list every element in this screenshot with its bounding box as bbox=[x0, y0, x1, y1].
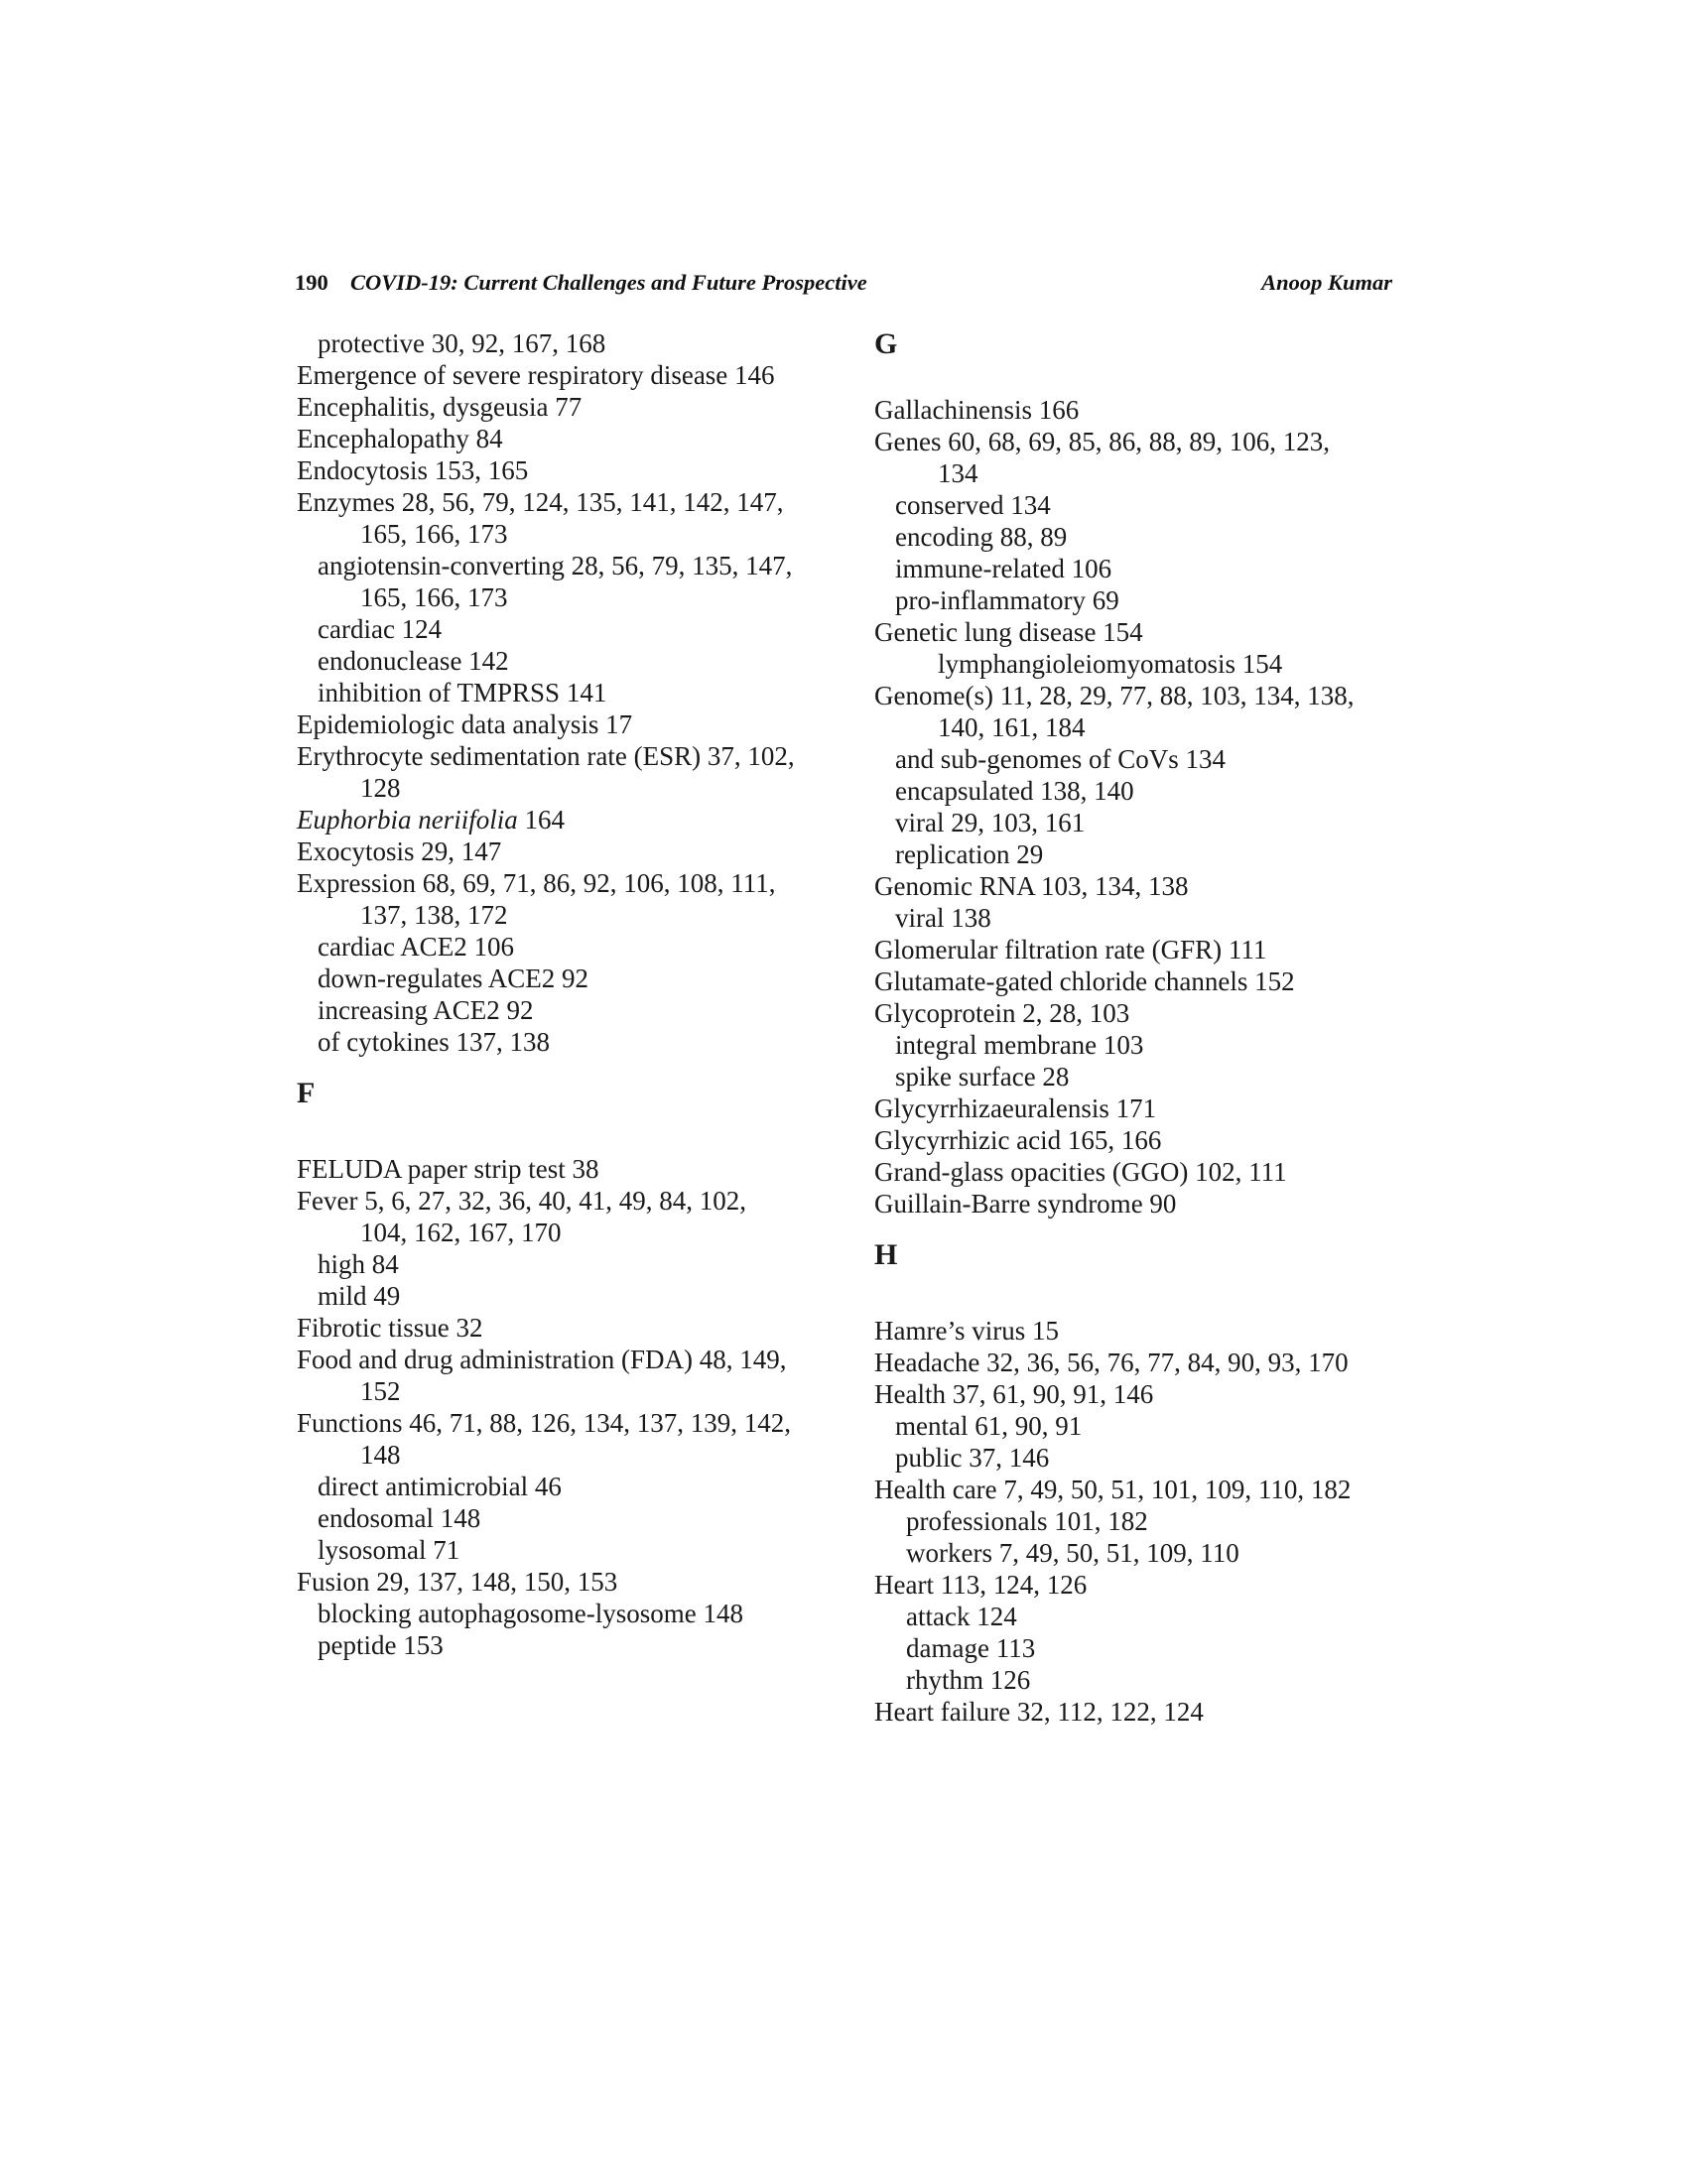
index-subentry: lysosomal 71 bbox=[318, 1535, 460, 1565]
index-subentry: increasing ACE2 92 bbox=[318, 995, 534, 1025]
index-subentry: professionals 101, 182 bbox=[906, 1506, 1148, 1536]
index-subentry: angiotensin-converting 28, 56, 79, 135, 147, bbox=[318, 551, 793, 580]
index-entry: FELUDA paper strip test 38 bbox=[297, 1154, 599, 1184]
index-subentry: 165, 166, 173 bbox=[360, 582, 508, 612]
index-entry: Encephalitis, dysgeusia 77 bbox=[297, 392, 583, 422]
index-entry: Exocytosis 29, 147 bbox=[297, 836, 502, 866]
index-entry: Headache 32, 36, 56, 76, 77, 84, 90, 93, 170 bbox=[874, 1348, 1349, 1377]
index-subentry: of cytokines 137, 138 bbox=[318, 1027, 550, 1057]
index-subentry: encapsulated 138, 140 bbox=[895, 776, 1134, 806]
index-entry: Guillain-Barre syndrome 90 bbox=[874, 1189, 1177, 1219]
index-entry: Glycyrrhizaeuralensis 171 bbox=[874, 1093, 1157, 1123]
index-subentry: 165, 166, 173 bbox=[360, 519, 508, 549]
index-subentry: integral membrane 103 bbox=[895, 1030, 1144, 1060]
index-entry: Health care 7, 49, 50, 51, 101, 109, 110, 182 bbox=[874, 1475, 1352, 1504]
index-entry: Expression 68, 69, 71, 86, 92, 106, 108, 111, bbox=[297, 868, 776, 898]
index-entry: Glycoprotein 2, 28, 103 bbox=[874, 998, 1130, 1028]
index-entry: Endocytosis 153, 165 bbox=[297, 455, 529, 485]
index-entry: Heart 113, 124, 126 bbox=[874, 1570, 1088, 1600]
index-entry: Food and drug administration (FDA) 48, 149, bbox=[297, 1345, 787, 1374]
index-subentry: endosomal 148 bbox=[318, 1503, 481, 1533]
index-subentry: pro-inflammatory 69 bbox=[895, 585, 1119, 615]
index-entry: Functions 46, 71, 88, 126, 134, 137, 139, 142, bbox=[297, 1408, 792, 1438]
index-subentry: 137, 138, 172 bbox=[360, 900, 508, 930]
index-entry: Genome(s) 11, 28, 29, 77, 88, 103, 134, 138, bbox=[874, 681, 1355, 710]
index-subentry: blocking autophagosome-lysosome 148 bbox=[318, 1599, 743, 1628]
index-entry: Health 37, 61, 90, 91, 146 bbox=[874, 1379, 1154, 1409]
index-subentry: cardiac ACE2 106 bbox=[318, 932, 514, 962]
page-number: 190 bbox=[295, 270, 328, 295]
index-subentry: replication 29 bbox=[895, 839, 1044, 869]
index-entry: Hamre’s virus 15 bbox=[874, 1316, 1059, 1346]
index-entry: Glycyrrhizic acid 165, 166 bbox=[874, 1125, 1162, 1155]
index-entry: Enzymes 28, 56, 79, 124, 135, 141, 142, 147, bbox=[297, 487, 784, 517]
index-entry: Fusion 29, 137, 148, 150, 153 bbox=[297, 1567, 618, 1597]
index-entry: Fibrotic tissue 32 bbox=[297, 1313, 483, 1343]
index-entry: Encephalopathy 84 bbox=[297, 424, 503, 453]
index-subentry: high 84 bbox=[318, 1249, 399, 1279]
index-entry: Genetic lung disease 154 bbox=[874, 617, 1143, 647]
index-entry: Heart failure 32, 112, 122, 124 bbox=[874, 1697, 1204, 1727]
index-subentry: inhibition of TMPRSS 141 bbox=[318, 678, 607, 707]
index-entry bbox=[297, 804, 852, 835]
index-subentry: direct antimicrobial 46 bbox=[318, 1472, 562, 1501]
index-subentry: 104, 162, 167, 170 bbox=[360, 1218, 562, 1247]
book-title: COVID-19: Current Challenges and Future Prospective bbox=[350, 270, 867, 295]
author-name: Anoop Kumar bbox=[1261, 270, 1392, 295]
index-entry-italic-term: Euphorbia neriifolia bbox=[297, 805, 518, 835]
index-subentry: 134 bbox=[938, 458, 978, 488]
index-subentry: conserved 134 bbox=[895, 490, 1051, 520]
index-subentry: damage 113 bbox=[906, 1633, 1036, 1663]
index-section-heading: F bbox=[297, 1077, 316, 1109]
index-subentry: mental 61, 90, 91 bbox=[895, 1411, 1083, 1441]
index-subentry: cardiac 124 bbox=[318, 614, 443, 644]
index-subentry: workers 7, 49, 50, 51, 109, 110 bbox=[906, 1538, 1239, 1568]
index-subentry: peptide 153 bbox=[318, 1630, 444, 1660]
index-subentry: public 37, 146 bbox=[895, 1443, 1050, 1473]
index-subentry: down-regulates ACE2 92 bbox=[318, 964, 588, 993]
index-subentry: lymphangioleiomyomatosis 154 bbox=[938, 649, 1283, 679]
index-subentry: 140, 161, 184 bbox=[938, 712, 1086, 742]
index-column-right bbox=[874, 327, 1430, 1728]
index-entry-pages: 164 bbox=[517, 805, 565, 835]
index-subentry: mild 49 bbox=[318, 1281, 401, 1311]
index-entry: Grand-glass opacities (GGO) 102, 111 bbox=[874, 1157, 1287, 1187]
index-subentry: 148 bbox=[360, 1440, 401, 1470]
running-header bbox=[295, 270, 1392, 306]
index-subentry: 152 bbox=[360, 1376, 401, 1406]
index-subentry: encoding 88, 89 bbox=[895, 522, 1068, 552]
index-subentry: spike surface 28 bbox=[895, 1062, 1070, 1092]
index-subentry: attack 124 bbox=[906, 1602, 1017, 1631]
index-section-heading: G bbox=[874, 327, 898, 360]
index-subentry: viral 138 bbox=[895, 903, 991, 933]
index-entry: Genomic RNA 103, 134, 138 bbox=[874, 871, 1189, 901]
index-subentry: rhythm 126 bbox=[906, 1665, 1031, 1695]
index-entry: Erythrocyte sedimentation rate (ESR) 37, 102, bbox=[297, 741, 795, 771]
index-entry: Glomerular filtration rate (GFR) 111 bbox=[874, 935, 1267, 964]
index-entry: Epidemiologic data analysis 17 bbox=[297, 709, 633, 739]
index-subentry: endonuclease 142 bbox=[318, 646, 509, 676]
index-subentry: protective 30, 92, 167, 168 bbox=[318, 328, 606, 358]
index-entry: Genes 60, 68, 69, 85, 86, 88, 89, 106, 123, bbox=[874, 427, 1330, 456]
index-subentry: 128 bbox=[360, 773, 401, 803]
index-subentry: viral 29, 103, 161 bbox=[895, 808, 1086, 837]
index-column-left bbox=[297, 327, 852, 1661]
index-subentry: and sub-genomes of CoVs 134 bbox=[895, 744, 1226, 774]
index-entry: Fever 5, 6, 27, 32, 36, 40, 41, 49, 84, 102, bbox=[297, 1186, 746, 1216]
index-entry: Glutamate-gated chloride channels 152 bbox=[874, 966, 1295, 996]
index-subentry: immune-related 106 bbox=[895, 554, 1112, 583]
index-entry: Emergence of severe respiratory disease 146 bbox=[297, 360, 775, 390]
index-section-heading: H bbox=[874, 1238, 898, 1271]
index-entry: Gallachinensis 166 bbox=[874, 395, 1080, 425]
